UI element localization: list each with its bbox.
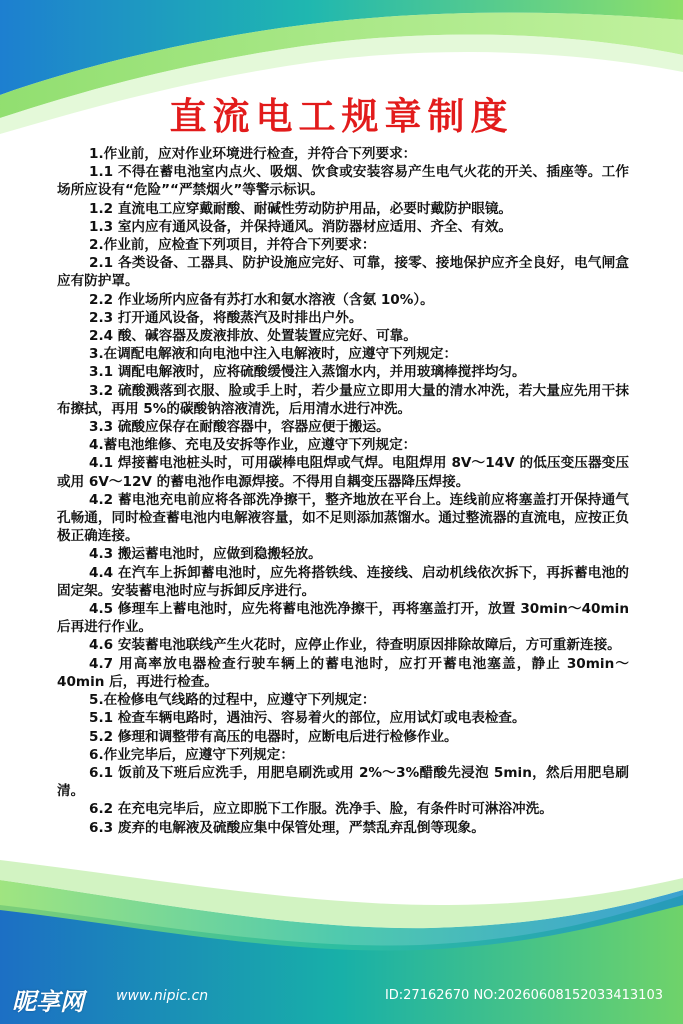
paragraph: 5.1 检查车辆电路时，遇油污、容易着火的部位，应用试灯或电表检查。: [89, 710, 526, 727]
watermark-url: www.nipic.cn: [116, 988, 209, 1004]
paragraph: 4.蓄电池维修、充电及安拆等作业，应遵守下列规定：: [89, 437, 417, 454]
paragraph: 3.2 硫酸溅落到衣服、脸或手上时，若少量应立即用大量的清水冲洗，若大量应先用干抹布擦拭，再用 5%的碳酸钠溶液清洗，后用清水进行冲洗。: [57, 382, 629, 417]
paragraph: 2.1 各类设备、工器具、防护设施应完好、可靠，接零、接地保护应齐全良好，电气闸盒应有防护罩。: [57, 255, 629, 290]
paragraph: 6.2 在充电完毕后，应立即脱下工作服。洗净手、脸，有条件时可淋浴冲洗。: [89, 801, 553, 818]
page-title: 直流电工规章制度: [169, 95, 514, 138]
paragraph: 4.7 用高率放电器检查行驶车辆上的蓄电池时，应打开蓄电池塞盖，静止 30min～40min 后，再进行检查。: [57, 655, 629, 690]
paragraph: 3.3 硫酸应保存在耐酸容器中，容器应便于搬运。: [89, 419, 390, 436]
paragraph: 3.1 调配电解液时，应将硫酸缓慢注入蒸馏水内，并用玻璃棒搅拌均匀。: [89, 364, 526, 381]
paragraph: 1.2 直流电工应穿戴耐酸、耐碱性劳动防护用品，必要时戴防护眼镜。: [89, 200, 513, 217]
paragraph: 3.在调配电解液和向电池中注入电解液时，应遵守下列规定：: [89, 346, 458, 363]
paragraph: 1.3 室内应有通风设备，并保持通风。消防器材应适用、齐全、有效。: [89, 218, 513, 235]
paragraph: 5.2 修理和调整带有高压的电器时，应断电后进行检修作业。: [89, 728, 458, 745]
paragraph: 1.作业前，应对作业环境进行检查，并符合下列要求：: [89, 146, 417, 162]
regulation-body: [57, 145, 629, 837]
paragraph: 4.5 修理车上蓄电池时，应先将蓄电池洗净擦干，再将塞盖打开，放置 30min～40min后再进行作业。: [57, 601, 629, 636]
paragraph: 2.作业前，应检查下列项目，并符合下列要求：: [89, 237, 376, 254]
paragraph: 2.2 作业场所内应备有苏打水和氨水溶液（含氨 10%）。: [89, 291, 434, 308]
paragraph: 4.2 蓄电池充电前应将各部洗净擦干，整齐地放在平台上。连线前应将塞盖打开保持通气孔畅通，同时检查蓄电池内电解液容量，如不足则添加蒸馏水。通过整流器的直流电，应按正负极正确连接。: [57, 491, 629, 545]
paragraph: 6.作业完毕后，应遵守下列规定：: [89, 746, 294, 763]
paragraph: 2.4 酸、碱容器及废液排放、处置装置应完好、可靠。: [89, 328, 417, 345]
paragraph: 6.1 饭前及下班后应洗手，用肥皂刷洗或用 2%～3%醋酸先浸泡 5min，然后用肥皂刷清。: [57, 764, 629, 800]
watermark-id: ID:27162670 NO:20260608152033413103: [384, 988, 663, 1003]
paragraph: 4.1 焊接蓄电池桩头时，可用碳棒电阻焊或气焊。电阻焊用 8V～14V 的低压变压器变压或用 6V～12V 的蓄电池作电源焊接。不得用自耦变压器降压焊接。: [57, 455, 629, 490]
paragraph: 5.在检修电气线路的过程中，应遵守下列规定：: [89, 692, 376, 709]
paragraph: 6.3 废弃的电解液及硫酸应集中保管处理，严禁乱弃乱倒等现象。: [89, 819, 485, 836]
paragraph: 1.1 不得在蓄电池室内点火、吸烟、饮食或安装容易产生电气火花的开关、插座等。工作场所应设有“危险”“严禁烟火”等警示标识。: [57, 164, 629, 199]
paragraph: 4.6 安装蓄电池联线产生火花时，应停止作业，待查明原因排除故障后，方可重新连接。: [89, 637, 621, 654]
paragraph: 4.3 搬运蓄电池时，应做到稳搬轻放。: [89, 546, 322, 563]
paragraph: 2.3 打开通风设备，将酸蒸汽及时排出户外。: [89, 309, 363, 326]
paragraph: 4.4 在汽车上拆卸蓄电池时，应先将搭铁线、连接线、启动机线依次拆下，再拆蓄电池的固定架。安装蓄电池时应与拆卸反序进行。: [57, 564, 629, 599]
watermark-logo: 昵享网: [12, 988, 84, 1016]
